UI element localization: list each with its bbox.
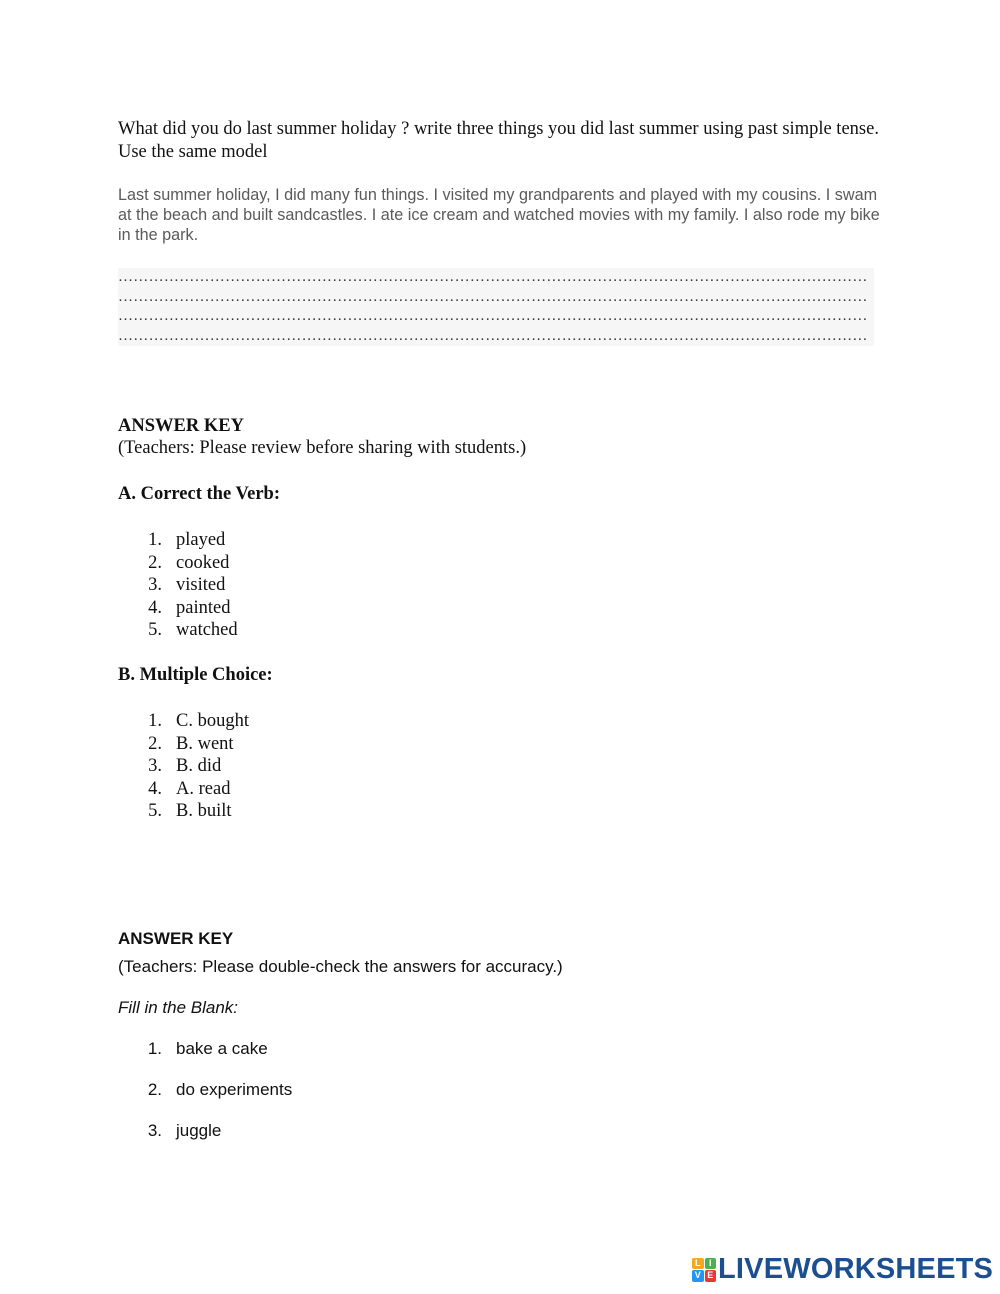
fill-in-blank-title: Fill in the Blank: (118, 998, 238, 1017)
logo-mark-letter: V (692, 1270, 704, 1282)
list-item: 2. B. went (148, 733, 234, 754)
answer-key-title: ANSWER KEY (118, 416, 244, 436)
list-item: 3. visited (148, 575, 226, 595)
section-b-list (118, 710, 249, 823)
liveworksheets-logo[interactable] (692, 1253, 993, 1286)
list-item: 2. do experiments (147, 1080, 293, 1099)
writing-line[interactable]: ………………………………………………………………………………………………………………………………… (118, 269, 868, 285)
section-a-title: A. Correct the Verb: (118, 484, 281, 504)
list-item: 3. B. did (148, 756, 222, 776)
answer-key-note: (Teachers: Please review before sharing with students.) (118, 438, 527, 458)
logo-icon (692, 1258, 716, 1282)
list-item: 5. watched (148, 620, 238, 640)
logo-mark-letter: L (692, 1258, 704, 1270)
answer-key-2-note: (Teachers: Please double-check the answers for accuracy.) (118, 957, 563, 976)
writing-line[interactable]: ………………………………………………………………………………………………………………………………… (118, 327, 868, 344)
list-item: 3. juggle (147, 1121, 222, 1140)
section-b-title: B. Multiple Choice: (118, 665, 273, 685)
writing-line[interactable]: ………………………………………………………………………………………………………………………………… (118, 288, 868, 305)
list-item: 4. painted (148, 597, 231, 618)
section-a-list (118, 529, 238, 642)
fill-in-blank-list (118, 1039, 292, 1162)
list-item: 1. bake a cake (147, 1039, 268, 1058)
model-paragraph: Last summer holiday, I did many fun things. I visited my grandparents and played with my cousins. I swam at the beach and built sandcastles. I ate ice cream and watched movies with my family. I also rode my bike in the park. (118, 186, 880, 244)
logo-mark-letter: I (705, 1258, 717, 1270)
logo-mark-letter: E (705, 1270, 717, 1282)
list-item: 5. B. built (148, 801, 232, 821)
list-item: 4. A. read (148, 778, 231, 799)
list-item: 1. played (148, 530, 226, 550)
logo-text: LIVEWORKSHEETS (718, 1253, 994, 1285)
writing-line[interactable]: ………………………………………………………………………………………………………………………………… (118, 308, 868, 324)
list-item: 2. cooked (148, 552, 230, 573)
writing-area[interactable] (118, 268, 874, 346)
list-item: 1. C. bought (148, 711, 249, 731)
answer-key-2-title: ANSWER KEY (118, 929, 234, 948)
exercise-prompt: What did you do last summer holiday ? write three things you did last summer using past simple tense. Use the same model (118, 119, 879, 162)
